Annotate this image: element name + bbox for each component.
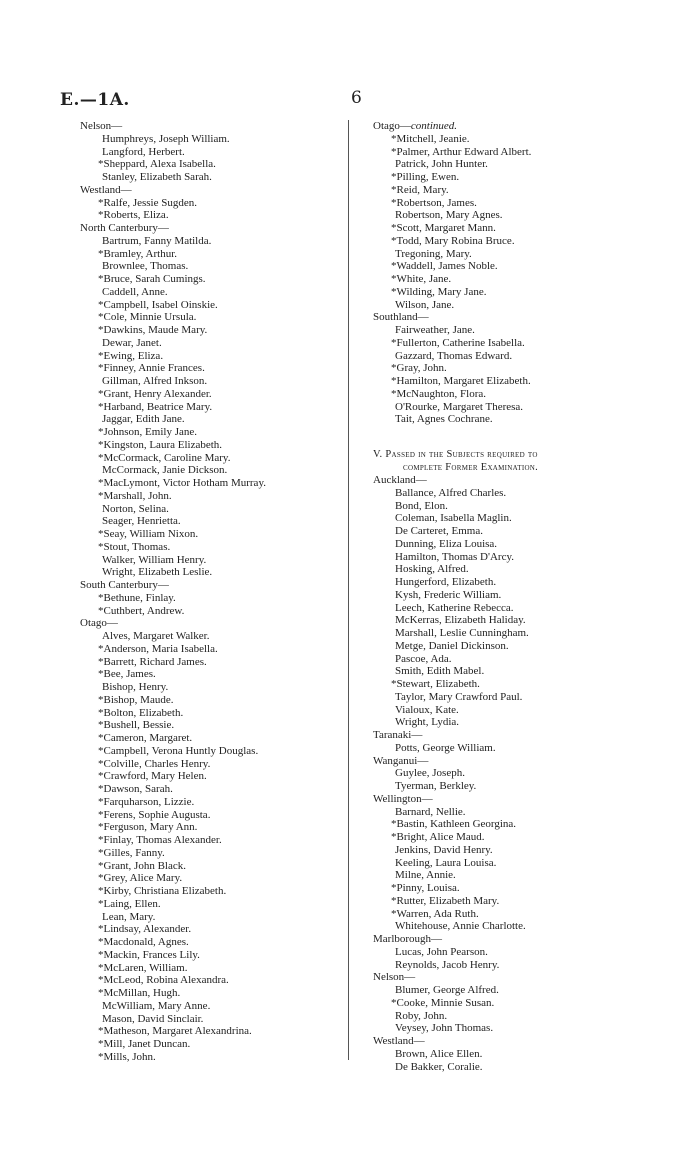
- entry-list: [373, 742, 653, 755]
- list-item: De Bakker, Coralie.: [395, 1060, 483, 1073]
- list-item: Mason, David Sinclair.: [102, 1012, 204, 1025]
- list-item: Smith, Edith Mabel.: [395, 665, 485, 678]
- list-item: *Scott, Margaret Mann.: [391, 222, 496, 234]
- list-item: Guylee, Joseph.: [395, 767, 465, 780]
- list-item: *Mitchell, Jeanie.: [391, 132, 470, 145]
- region-heading-wanganui: Wanganui—: [373, 754, 429, 767]
- region-heading-southland: Southland—: [373, 311, 429, 324]
- list-item: *McLaren, William.: [98, 961, 188, 974]
- otago-continued-list: [373, 133, 653, 312]
- entry-list: [373, 487, 653, 729]
- list-item: *White, Jane.: [391, 273, 452, 285]
- list-item: *Mill, Janet Duncan.: [98, 1038, 191, 1050]
- list-item: *Gray, John.: [391, 362, 447, 375]
- list-item: *Laing, Ellen.: [98, 897, 161, 910]
- list-item: *Finney, Annie Frances.: [98, 362, 205, 375]
- list-item: *Bolton, Elizabeth.: [98, 706, 184, 719]
- list-item: *Ewing, Eliza.: [98, 349, 164, 362]
- entry-list: [80, 197, 340, 223]
- list-item: Ballance, Alfred Charles.: [395, 486, 507, 499]
- section-v-line2: complete Former Examination.: [403, 462, 539, 473]
- list-item: Robertson, Mary Agnes.: [395, 209, 503, 222]
- entry-list: [80, 592, 340, 618]
- right-column: [373, 120, 653, 1073]
- list-item: McCormack, Janie Dickson.: [102, 464, 228, 477]
- list-item: *Anderson, Maria Isabella.: [98, 642, 218, 655]
- region-heading-wellington: Wellington—: [373, 792, 433, 805]
- list-item: Wilson, Jane.: [395, 298, 455, 311]
- list-item: *Johnson, Emily Jane.: [98, 426, 197, 438]
- left-column: [80, 120, 340, 1064]
- list-item: Seager, Henrietta.: [102, 515, 181, 528]
- list-item: *Todd, Mary Robina Bruce.: [391, 234, 515, 247]
- list-item: Leech, Katherine Rebecca.: [395, 601, 514, 614]
- list-item: Marshall, Leslie Cunningham.: [395, 627, 529, 639]
- region-name: Otago—: [373, 120, 411, 132]
- list-item: Jaggar, Edith Jane.: [102, 413, 185, 426]
- list-item: *Hamilton, Margaret Elizabeth.: [391, 375, 531, 387]
- list-item: *Grey, Alice Mary.: [98, 872, 183, 885]
- list-item: Bond, Elon.: [395, 499, 448, 512]
- list-item: Coleman, Isabella Maglin.: [395, 512, 512, 525]
- list-item: *MacLymont, Victor Hotham Murray.: [98, 477, 266, 489]
- list-item: Hungerford, Elizabeth.: [395, 576, 497, 588]
- list-item: *Marshall, John.: [98, 489, 172, 502]
- list-item: De Carteret, Emma.: [395, 525, 483, 537]
- list-item: *Macdonald, Agnes.: [98, 936, 189, 948]
- list-item: Dunning, Eliza Louisa.: [395, 537, 498, 550]
- list-item: Keeling, Laura Louisa.: [395, 856, 497, 869]
- list-item: *Bishop, Maude.: [98, 693, 174, 706]
- list-item: *Farquharson, Lizzie.: [98, 795, 195, 808]
- list-item: *Harband, Beatrice Mary.: [98, 400, 213, 413]
- list-item: *Cuthbert, Andrew.: [98, 604, 185, 617]
- list-item: *Bethune, Finlay.: [98, 591, 176, 604]
- list-item: *Mackin, Frances Lily.: [98, 948, 200, 961]
- list-item: Veysey, John Thomas.: [395, 1022, 494, 1035]
- region-heading-nelson: Nelson—: [80, 120, 123, 132]
- list-item: *Bright, Alice Maud.: [391, 831, 485, 843]
- right-column-part-a: [373, 311, 653, 426]
- right-column-part-b: [373, 474, 653, 1073]
- list-item: Pascoe, Ada.: [395, 652, 452, 665]
- region-heading-taranaki: Taranaki—: [373, 729, 423, 741]
- list-item: McWilliam, Mary Anne.: [102, 999, 211, 1012]
- list-item: *Bramley, Arthur.: [98, 247, 178, 260]
- list-item: *Finlay, Thomas Alexander.: [98, 834, 222, 846]
- list-item: *Cole, Minnie Ursula.: [98, 311, 197, 324]
- region-heading-marlborough: Marlborough—: [373, 933, 443, 945]
- list-item: Lucas, John Pearson.: [395, 945, 488, 958]
- section-v-line1: V. Passed in the Subjects required to: [373, 449, 538, 460]
- list-item: Gillman, Alfred Inkson.: [102, 375, 208, 387]
- entry-list: [80, 133, 340, 184]
- list-item: *Kingston, Laura Elizabeth.: [98, 438, 223, 451]
- list-item: *Crawford, Mary Helen.: [98, 770, 207, 783]
- list-item: Jenkins, David Henry.: [395, 843, 493, 856]
- list-item: Patrick, John Hunter.: [395, 158, 488, 171]
- list-item: Bishop, Henry.: [102, 681, 169, 693]
- list-item: Vialoux, Kate.: [395, 703, 459, 716]
- list-item: *McMillan, Hugh.: [98, 987, 181, 999]
- region-heading-nelson: Nelson—: [373, 971, 416, 984]
- list-item: *Pilling, Ewen.: [391, 171, 460, 183]
- section-spacer: [373, 426, 653, 448]
- list-item: Stanley, Elizabeth Sarah.: [102, 171, 212, 183]
- list-item: *Campbell, Verona Huntly Douglas.: [98, 744, 259, 757]
- entry-list: [373, 806, 653, 934]
- entry-list: [373, 767, 653, 793]
- list-item: O'Rourke, Margaret Theresa.: [395, 400, 524, 413]
- document-code: E.—1A.: [60, 90, 130, 110]
- list-item: *Grant, Henry Alexander.: [98, 387, 212, 400]
- region-heading-auckland: Auckland—: [373, 474, 427, 486]
- list-item: Blumer, George Alfred.: [395, 984, 499, 996]
- list-item: *Bushell, Bessie.: [98, 719, 175, 732]
- list-item: *Gilles, Fanny.: [98, 846, 165, 859]
- list-item: Barnard, Nellie.: [395, 805, 466, 818]
- list-item: *Robertson, James.: [391, 196, 477, 209]
- entry-list: [373, 1048, 653, 1074]
- list-item: *Palmer, Arthur Edward Albert.: [391, 145, 532, 158]
- list-item: Potts, George William.: [395, 741, 496, 754]
- list-item: *Rutter, Elizabeth Mary.: [391, 894, 500, 907]
- list-item: Reynolds, Jacob Henry.: [395, 958, 500, 971]
- list-item: Wright, Elizabeth Leslie.: [102, 566, 213, 579]
- list-item: *Dawson, Sarah.: [98, 783, 173, 795]
- list-item: *Barrett, Richard James.: [98, 655, 207, 668]
- list-item: *McCormack, Caroline Mary.: [98, 451, 231, 464]
- list-item: Hosking, Alfred.: [395, 563, 469, 576]
- list-item: McKerras, Elizabeth Haliday.: [395, 614, 526, 627]
- list-item: Brownlee, Thomas.: [102, 260, 189, 273]
- list-item: Metge, Daniel Dickinson.: [395, 639, 509, 652]
- list-item: *Matheson, Margaret Alexandrina.: [98, 1025, 252, 1038]
- list-item: *Fullerton, Catherine Isabella.: [391, 336, 525, 349]
- region-heading-westland: Westland—: [373, 1035, 425, 1047]
- region-heading-otago: Otago—: [80, 617, 118, 630]
- list-item: Tyerman, Berkley.: [395, 780, 477, 792]
- column-divider: [348, 120, 349, 1060]
- list-item: Whitehouse, Annie Charlotte.: [395, 920, 526, 933]
- list-item: *Bee, James.: [98, 668, 156, 681]
- list-item: *Pinny, Louisa.: [391, 882, 460, 894]
- region-heading-otago-continued: [373, 120, 653, 133]
- list-item: *McLeod, Robina Alexandra.: [98, 974, 229, 987]
- list-item: Gazzard, Thomas Edward.: [395, 349, 513, 362]
- list-item: *Wilding, Mary Jane.: [391, 285, 487, 298]
- list-item: *Ralfe, Jessie Sugden.: [98, 196, 197, 209]
- continued-label: continued.: [410, 120, 458, 132]
- page-number: 6: [351, 88, 362, 108]
- list-item: Norton, Selina.: [102, 502, 169, 515]
- list-item: *Grant, John Black.: [98, 859, 186, 872]
- list-item: Tregoning, Mary.: [395, 247, 472, 260]
- list-item: Fairweather, Jane.: [395, 324, 475, 336]
- list-item: Taylor, Mary Crawford Paul.: [395, 690, 523, 703]
- region-heading-south-canterbury: South Canterbury—: [80, 579, 169, 591]
- list-item: *Seay, William Nixon.: [98, 528, 199, 540]
- list-item: Dewar, Janet.: [102, 336, 162, 349]
- list-item: *Reid, Mary.: [391, 183, 449, 196]
- list-item: Tait, Agnes Cochrane.: [395, 413, 493, 426]
- list-item: *Mills, John.: [98, 1050, 156, 1063]
- region-heading-westland: Westland—: [80, 183, 132, 196]
- list-item: Humphreys, Joseph William.: [102, 132, 230, 145]
- list-item: *Cameron, Margaret.: [98, 732, 193, 744]
- list-item: Brown, Alice Ellen.: [395, 1047, 483, 1060]
- list-item: Walker, William Henry.: [102, 553, 207, 566]
- list-item: Caddell, Anne.: [102, 285, 168, 298]
- list-item: Kysh, Frederic William.: [395, 588, 502, 601]
- entry-list: [80, 630, 340, 1064]
- list-item: *Dawkins, Maude Mary.: [98, 324, 208, 336]
- list-item: *Cooke, Minnie Susan.: [391, 996, 495, 1009]
- entry-list: [373, 324, 653, 426]
- list-item: Alves, Margaret Walker.: [102, 630, 210, 642]
- list-item: *Ferens, Sophie Augusta.: [98, 808, 211, 821]
- list-item: *Waddell, James Noble.: [391, 260, 498, 273]
- list-item: Hamilton, Thomas D'Arcy.: [395, 550, 514, 563]
- list-item: *McNaughton, Flora.: [391, 387, 487, 400]
- list-item: Milne, Annie.: [395, 869, 456, 882]
- list-item: *Colville, Charles Henry.: [98, 757, 211, 770]
- region-heading-north-canterbury: North Canterbury—: [80, 222, 169, 234]
- list-item: *Ferguson, Mary Ann.: [98, 821, 198, 834]
- list-item: Bartrum, Fanny Matilda.: [102, 234, 212, 247]
- list-item: *Roberts, Eliza.: [98, 209, 169, 222]
- list-item: Lean, Mary.: [102, 910, 156, 923]
- list-item: *Stewart, Elizabeth.: [391, 678, 480, 690]
- entry-list: [373, 984, 653, 1035]
- list-item: *Bruce, Sarah Cumings.: [98, 273, 206, 285]
- list-item: *Lindsay, Alexander.: [98, 923, 192, 936]
- entry-list: [80, 235, 340, 579]
- list-item: *Campbell, Isabel Oinskie.: [98, 298, 218, 311]
- list-item: Wright, Lydia.: [395, 716, 460, 729]
- list-item: *Sheppard, Alexa Isabella.: [98, 158, 216, 171]
- list-item: *Kirby, Christiana Elizabeth.: [98, 885, 227, 897]
- list-item: *Warren, Ada Ruth.: [391, 907, 479, 920]
- list-item: Roby, John.: [395, 1009, 448, 1022]
- entry-list: [373, 946, 653, 972]
- section-v-heading: [373, 448, 623, 474]
- list-item: *Bastin, Kathleen Georgina.: [391, 818, 517, 831]
- list-item: Langford, Herbert.: [102, 145, 185, 158]
- list-item: *Stout, Thomas.: [98, 540, 171, 553]
